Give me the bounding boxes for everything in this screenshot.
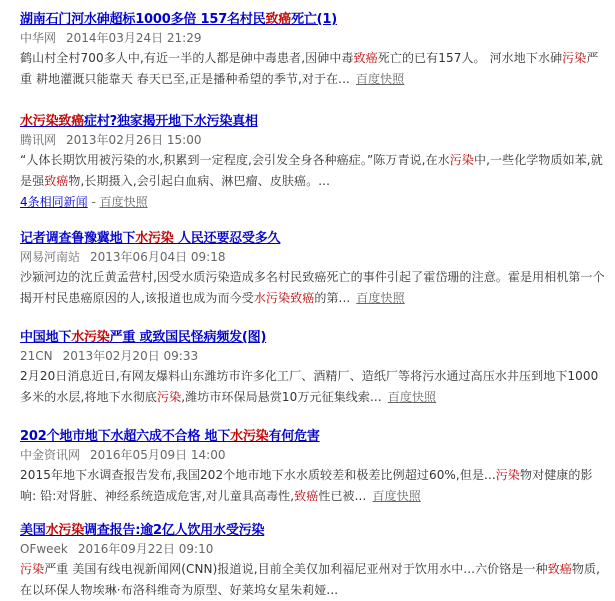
search-result bbox=[20, 519, 605, 601]
title-text: 严重 或致国民怪病频发(图) bbox=[109, 330, 267, 345]
result-date: 2016年05月09日 14:00 bbox=[90, 448, 226, 462]
search-result bbox=[20, 326, 605, 425]
snippet-highlight: 污染 bbox=[449, 153, 474, 167]
title-text: 湖南石门河水砷超标1000多倍 157名村民 bbox=[20, 12, 266, 27]
result-source: 中金资讯网 bbox=[20, 448, 81, 462]
result-meta bbox=[20, 347, 605, 365]
snippet-highlight: 污染 bbox=[495, 468, 520, 482]
separator: - bbox=[87, 195, 100, 209]
result-title-link[interactable] bbox=[20, 231, 280, 246]
title-highlight: 致癌 bbox=[58, 114, 85, 129]
snippet-highlight: 致癌 bbox=[547, 562, 572, 576]
result-snippet: “人体长期饮用被污染的水,积累到一定程度,会引发全身各种癌症。”陈万青说,在水污染中,一些化学物质如苯,就是强致癌物,长期摄入,会引起白血病、淋巴瘤、皮肤癌。... bbox=[20, 153, 603, 188]
title-text: 调查报告:逾2亿人饮用水受污染 bbox=[84, 523, 265, 538]
result-date: 2014年03月24日 21:29 bbox=[66, 31, 202, 45]
result-title-row bbox=[20, 227, 605, 246]
title-highlight: 水污染 bbox=[135, 231, 174, 246]
snippet-highlight: 致癌 bbox=[353, 51, 378, 65]
result-meta bbox=[20, 446, 605, 464]
title-text: 202个地市地下水超六成不合格 地下 bbox=[20, 429, 231, 444]
result-source: 中华网 bbox=[20, 31, 57, 45]
result-snippet: 污染严重 美国有线电视新闻网(CNN)报道说,目前全美仅加利福尼亚州对于饮用水中...六价铬是一种致癌物质,在以环保人物埃琳·布洛科维奇为原型、好莱坞女星朱莉娅... bbox=[20, 562, 601, 597]
result-title-link[interactable] bbox=[20, 12, 337, 27]
snippet-highlight: 致癌 bbox=[44, 174, 69, 188]
result-title-row bbox=[20, 110, 605, 129]
related-news-link[interactable]: 4条相同新闻 bbox=[20, 195, 88, 209]
result-snippet: 沙颍河边的沈丘黄孟营村,因受水质污染造成多名村民致癌死亡的事件引起了霍岱珊的注意。霍是用相机第一个揭开村民患癌原因的人,该报道也成为而今受水污染致癌的第... 百度快照 bbox=[20, 270, 605, 305]
related-news-row bbox=[20, 192, 605, 213]
title-highlight: 水污染 bbox=[71, 330, 110, 345]
snapshot-link[interactable]: 百度快照 bbox=[356, 291, 405, 305]
result-title-link[interactable] bbox=[20, 114, 258, 129]
snippet-highlight: 污染 bbox=[562, 51, 587, 65]
result-source: 21CN bbox=[20, 349, 53, 363]
title-highlight: 水污染 bbox=[230, 429, 269, 444]
title-text: 中国地下 bbox=[20, 330, 72, 345]
snippet-highlight: 污染 bbox=[157, 390, 182, 404]
title-text: 记者调查鲁豫冀地下 bbox=[20, 231, 136, 246]
search-result bbox=[20, 8, 605, 110]
title-text: 有何危害 bbox=[268, 429, 320, 444]
snippet-highlight: 致癌 bbox=[294, 489, 319, 503]
result-title-link[interactable] bbox=[20, 330, 266, 345]
title-text: 症村?独家揭开地下水污染真相 bbox=[84, 114, 258, 129]
title-text: 死亡(1) bbox=[291, 12, 337, 27]
result-title-row bbox=[20, 425, 605, 444]
title-text: 人民还要忍受多久 bbox=[173, 231, 281, 246]
snippet-highlight: 水污染致癌 bbox=[253, 291, 315, 305]
snapshot-link[interactable]: 百度快照 bbox=[387, 390, 437, 404]
result-title-row bbox=[20, 519, 605, 538]
result-snippet: 鹤山村全村700多人中,有近一半的人都是砷中毒患者,因砷中毒致癌死亡的已有157人。 河水地下水砷污染严重 耕地灌溉只能靠天 春天已至,正是播种希望的季节,对于在... 百度快照 bbox=[20, 51, 599, 86]
title-highlight: 水污染 bbox=[20, 114, 59, 129]
result-title-row bbox=[20, 326, 605, 345]
result-snippet: 2015年地下水调查报告发布,我国202个地市地下水水质较差和极差比例超过60%,但是...污染物对健康的影响: 铅:对肾脏、神经系统造成危害,对儿童具高毒性,致癌性已被... 百度快照 bbox=[20, 468, 593, 503]
title-text: 美国 bbox=[20, 523, 46, 538]
snapshot-link[interactable]: 百度快照 bbox=[355, 72, 405, 86]
result-title-link[interactable] bbox=[20, 429, 320, 444]
result-date: 2013年06月04日 09:18 bbox=[90, 250, 226, 264]
result-title-link[interactable] bbox=[20, 523, 264, 538]
snippet-highlight: 污染 bbox=[20, 562, 45, 576]
result-source: 网易河南站 bbox=[20, 250, 81, 264]
result-snippet: 2月20日消息近日,有网友爆料山东潍坊市许多化工厂、酒精厂、造纸厂等将污水通过高压水井压到地下1000多米的水层,将地下水彻底污染,潍坊市环保局悬赏10万元征集线索... 百度快照 bbox=[20, 369, 599, 404]
result-title-row bbox=[20, 8, 605, 27]
search-result bbox=[20, 425, 605, 519]
snapshot-link[interactable]: 百度快照 bbox=[99, 195, 148, 209]
result-source: OFweek bbox=[20, 542, 68, 556]
result-meta bbox=[20, 131, 605, 149]
result-source: 腾讯网 bbox=[20, 133, 57, 147]
search-result bbox=[20, 110, 605, 227]
result-date: 2016年09月22日 09:10 bbox=[77, 542, 214, 556]
search-result bbox=[20, 227, 605, 326]
title-highlight: 水污染 bbox=[45, 523, 85, 538]
result-date: 2013年02月20日 09:33 bbox=[62, 349, 199, 363]
snapshot-link[interactable]: 百度快照 bbox=[372, 489, 421, 503]
title-highlight: 致癌 bbox=[265, 12, 292, 27]
result-meta bbox=[20, 540, 605, 558]
result-date: 2013年02月26日 15:00 bbox=[66, 133, 202, 147]
result-meta bbox=[20, 29, 605, 47]
result-meta bbox=[20, 248, 605, 266]
